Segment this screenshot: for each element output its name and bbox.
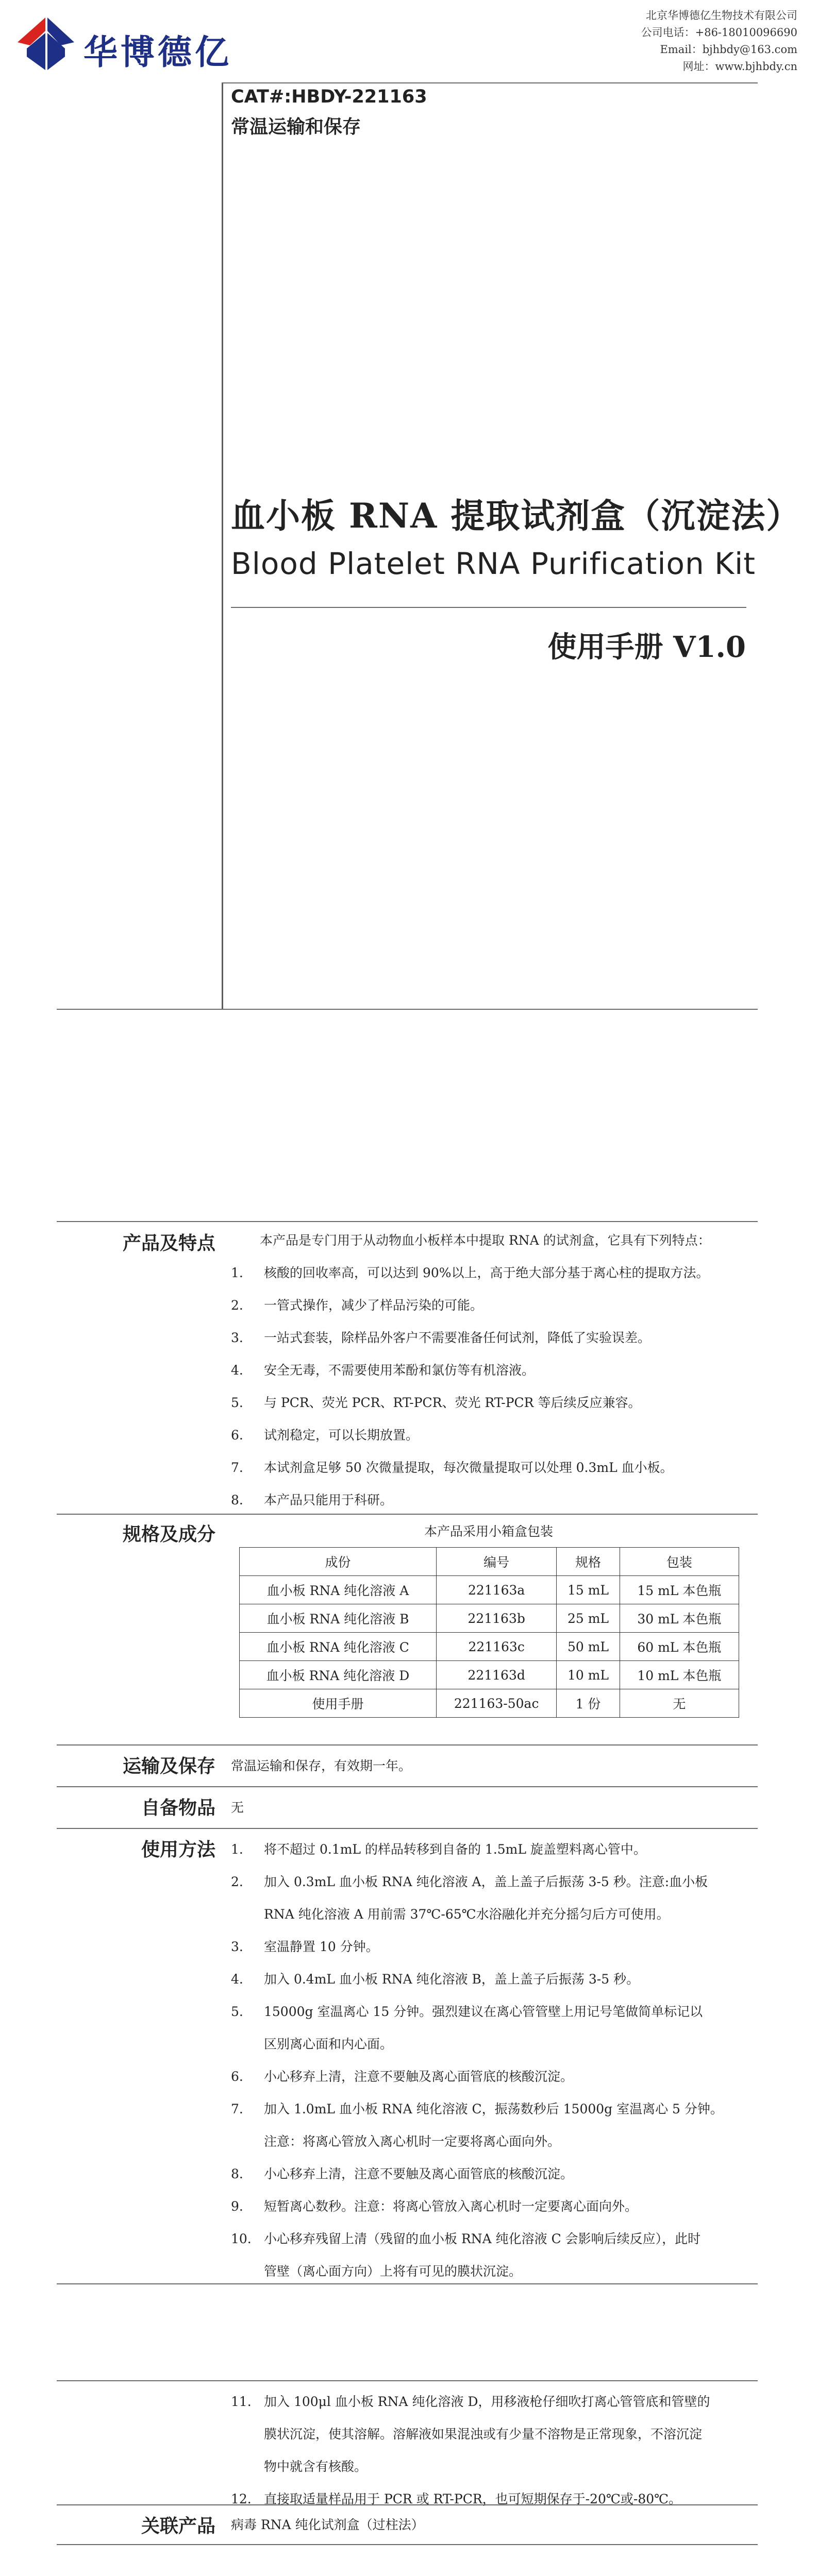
spec-table xyxy=(239,1547,739,1718)
spec-caption: 本产品采用小箱盒包装 xyxy=(424,1524,553,1539)
method-step xyxy=(231,1833,746,1866)
spec-table-cell: 25 mL xyxy=(557,1604,620,1633)
related-bottom-rule xyxy=(57,2544,758,2545)
product-title-zh: 血小板 RNA 提取试剂盒（沉淀法） xyxy=(231,496,802,536)
spec-table-cell: 10 mL 本色瓶 xyxy=(620,1661,739,1689)
feature-item-text: 核酸的回收率高，可以达到 90%以上，高于绝大部分基于离心柱的提取方法。 xyxy=(264,1265,709,1280)
feature-item xyxy=(231,1257,746,1289)
spec-table-row xyxy=(240,1633,739,1661)
method-step-number: 4. xyxy=(231,1972,243,1987)
spec-table-row xyxy=(240,1604,739,1633)
method-step-line: 注意：将离心管放入离心机时一定要将离心面向外。 xyxy=(264,2134,561,2149)
spec-table-cell: 60 mL 本色瓶 xyxy=(620,1633,739,1661)
method-step-line: 管壁（离心面方向）上将有可见的膜状沉淀。 xyxy=(264,2264,522,2279)
spec-table-row xyxy=(240,1689,739,1718)
cover-vertical-rule xyxy=(222,82,223,1010)
feature-item-text: 安全无毒，不需要使用苯酚和氯仿等有机溶液。 xyxy=(264,1363,535,1378)
method-step-number: 9. xyxy=(231,2199,243,2214)
company-contact-info xyxy=(641,7,797,75)
shipping-text: 常温运输和保存，有效期一年。 xyxy=(231,1758,412,1773)
spec-header-component: 成份 xyxy=(240,1548,437,1576)
method-step xyxy=(231,2158,746,2190)
cover-top-rule xyxy=(222,82,758,83)
method-step-line: 小心移弃上清，注意不要触及离心面管底的核酸沉淀。 xyxy=(264,2166,574,2181)
method-step-line: RNA 纯化溶液 A 用前需 37℃-65℃水浴融化并充分摇匀后方可使用。 xyxy=(264,1907,670,1922)
logo-text: 华博德亿 xyxy=(84,32,232,72)
method-steps-continued xyxy=(231,2385,746,2515)
spec-table-cell: 30 mL 本色瓶 xyxy=(620,1604,739,1633)
method-step-number: 5. xyxy=(231,2004,243,2019)
feature-item-number: 8. xyxy=(231,1493,243,1507)
feature-item-number: 2. xyxy=(231,1298,243,1313)
feature-item-number: 4. xyxy=(231,1363,243,1378)
method-step xyxy=(231,1963,746,1995)
method-step-line: 膜状沉淀，使其溶解。溶解液如果混浊或有少量不溶物是正常现象，不溶沉淀 xyxy=(264,2427,703,2442)
feature-item-text: 一站式套装，除样品外客户不需要准备任何试剂，降低了实验误差。 xyxy=(264,1330,651,1345)
title-underline xyxy=(231,607,746,608)
method-step-number: 1. xyxy=(231,1842,243,1857)
spec-table-cell: 50 mL xyxy=(557,1633,620,1661)
method-label: 使用方法 xyxy=(141,1839,215,1860)
method-step-line: 物中就含有核酸。 xyxy=(264,2459,368,2474)
spec-table-cell: 血小板 RNA 纯化溶液 C xyxy=(240,1633,437,1661)
self-prepared-label: 自备物品 xyxy=(141,1798,215,1819)
related-label: 关联产品 xyxy=(141,2516,215,2537)
feature-item xyxy=(231,1289,746,1321)
method-step xyxy=(231,1930,746,1963)
logo-mark-icon xyxy=(15,15,76,72)
method-step-number: 7. xyxy=(231,2102,243,2116)
method-step xyxy=(231,1866,746,1930)
spec-table-header-row xyxy=(240,1548,739,1576)
features-top-rule xyxy=(57,1221,758,1222)
method-step-number: 6. xyxy=(231,2069,243,2084)
method-step-number: 12. xyxy=(231,2492,252,2506)
spec-label: 规格及成分 xyxy=(122,1524,215,1545)
feature-item-number: 1. xyxy=(231,1265,243,1280)
feature-item xyxy=(231,1419,746,1451)
feature-item xyxy=(231,1484,746,1516)
company-email: Email：bjhbdy@163.com xyxy=(660,43,797,56)
feature-item xyxy=(231,1451,746,1484)
related-body xyxy=(231,2509,746,2541)
shipping-body xyxy=(231,1750,746,1782)
method-step-line: 15000g 室温离心 15 分钟。强烈建议在离心管管壁上用记号笔做简单标记以 xyxy=(264,2004,703,2019)
shipping-label: 运输及保存 xyxy=(122,1756,215,1777)
spec-table-cell: 15 mL 本色瓶 xyxy=(620,1576,739,1604)
method-step xyxy=(231,2223,746,2287)
spec-table-cell: 无 xyxy=(620,1689,739,1718)
spec-header-code: 编号 xyxy=(436,1548,556,1576)
method-step xyxy=(231,2060,746,2093)
method-step xyxy=(231,2385,746,2483)
feature-item xyxy=(231,1386,746,1419)
method-step-number: 2. xyxy=(231,1874,243,1889)
feature-item-number: 5. xyxy=(231,1395,243,1410)
spec-table-row xyxy=(240,1576,739,1604)
method-step xyxy=(231,2190,746,2223)
spec-table-cell: 10 mL xyxy=(557,1661,620,1689)
feature-item-text: 本试剂盒足够 50 次微量提取，每次微量提取可以处理 0.3mL 血小板。 xyxy=(264,1460,673,1475)
company-name: 北京华博德亿生物技术有限公司 xyxy=(646,9,797,22)
method-step-line: 加入 0.3mL 血小板 RNA 纯化溶液 A，盖上盖子后振荡 3-5 秒。注意:血小板 xyxy=(264,1874,708,1889)
method-step-line: 加入 100μl 血小板 RNA 纯化溶液 D，用移液枪仔细吹打离心管管底和管壁的 xyxy=(264,2394,710,2409)
spec-table-cell: 221163d xyxy=(436,1661,556,1689)
catalog-number: CAT#:HBDY-221163 xyxy=(231,87,427,107)
method-step xyxy=(231,1995,746,2060)
method-step-number: 11. xyxy=(231,2394,252,2409)
feature-item-number: 6. xyxy=(231,1428,243,1443)
spec-table-cell: 221163b xyxy=(436,1604,556,1633)
feature-item-number: 7. xyxy=(231,1460,243,1475)
features-label: 产品及特点 xyxy=(122,1233,215,1254)
spec-table-cell: 221163c xyxy=(436,1633,556,1661)
feature-item-text: 与 PCR、荧光 PCR、RT-PCR、荧光 RT-PCR 等后续反应兼容。 xyxy=(264,1395,641,1410)
method-cont-top-rule xyxy=(57,2380,758,2381)
method-steps xyxy=(231,1833,746,2287)
spec-table-cell: 221163-50ac xyxy=(436,1689,556,1718)
method-step-line: 直接取适量样品用于 PCR 或 RT-PCR，也可短期保存于-20℃或-80℃。 xyxy=(264,2492,682,2506)
method-step-line: 小心移弃上清，注意不要触及离心面管底的核酸沉淀。 xyxy=(264,2069,574,2084)
spec-table-cell: 使用手册 xyxy=(240,1689,437,1718)
method-step-line: 加入 1.0mL 血小板 RNA 纯化溶液 C，振荡数秒后 15000g 室温离心 5 分钟。 xyxy=(264,2102,723,2116)
feature-item xyxy=(231,1354,746,1386)
feature-item-text: 一管式操作，减少了样品污染的可能。 xyxy=(264,1298,483,1313)
feature-item-text: 本产品只能用于科研。 xyxy=(264,1493,393,1507)
self-prepared-body xyxy=(231,1791,746,1824)
feature-item xyxy=(231,1321,746,1354)
spec-table-cell: 221163a xyxy=(436,1576,556,1604)
feature-item-text: 试剂稳定，可以长期放置。 xyxy=(264,1428,419,1443)
spec-table-body xyxy=(240,1576,739,1718)
storage-heading: 常温运输和保存 xyxy=(231,116,361,138)
company-phone: 公司电话：+86-18010096690 xyxy=(641,26,797,39)
spec-table-cell: 血小板 RNA 纯化溶液 D xyxy=(240,1661,437,1689)
self-prepared-text: 无 xyxy=(231,1800,244,1815)
manual-version: 使用手册 V1.0 xyxy=(547,630,746,664)
self-prepared-top-rule xyxy=(57,1786,758,1787)
spec-table-cell: 15 mL xyxy=(557,1576,620,1604)
method-top-rule xyxy=(57,1828,758,1829)
spec-table-row xyxy=(240,1661,739,1689)
feature-item-number: 3. xyxy=(231,1330,243,1345)
spec-table-cell: 血小板 RNA 纯化溶液 A xyxy=(240,1576,437,1604)
method-step-number: 3. xyxy=(231,1939,243,1954)
cover-bottom-rule xyxy=(57,1009,758,1010)
spec-table-cell: 1 份 xyxy=(557,1689,620,1718)
method-step-line: 短暂离心数秒。注意：将离心管放入离心机时一定要离心面向外。 xyxy=(264,2199,638,2214)
company-website: 网址：www.bjhbdy.cn xyxy=(682,60,797,73)
method-step-line: 将不超过 0.1mL 的样品转移到自备的 1.5mL 旋盖塑料离心管中。 xyxy=(264,1842,646,1857)
spec-table-cell: 血小板 RNA 纯化溶液 B xyxy=(240,1604,437,1633)
method-step-line: 室温静置 10 分钟。 xyxy=(264,1939,379,1954)
method-step-number: 10. xyxy=(231,2231,252,2246)
method-step-line: 区别离心面和内心面。 xyxy=(264,2037,393,2052)
feature-list xyxy=(231,1257,746,1516)
method-step-number: 8. xyxy=(231,2166,243,2181)
product-title-en: Blood Platelet RNA Purification Kit xyxy=(231,546,756,581)
spec-header-size: 规格 xyxy=(557,1548,620,1576)
features-intro: 本产品是专门用于从动物血小板样本中提取 RNA 的试剂盒，它具有下列特点： xyxy=(260,1233,711,1248)
method-step xyxy=(231,2093,746,2158)
features-body xyxy=(231,1224,746,1516)
method-step-line: 加入 0.4mL 血小板 RNA 纯化溶液 B，盖上盖子后振荡 3-5 秒。 xyxy=(264,1972,640,1987)
method-step-line: 小心移弃残留上清（残留的血小板 RNA 纯化溶液 C 会影响后续反应），此时 xyxy=(264,2231,701,2246)
spec-header-package: 包装 xyxy=(620,1548,739,1576)
related-text: 病毒 RNA 纯化试剂盒（过柱法） xyxy=(231,2517,424,2532)
shipping-top-rule xyxy=(57,1744,758,1745)
page-header xyxy=(0,0,818,82)
